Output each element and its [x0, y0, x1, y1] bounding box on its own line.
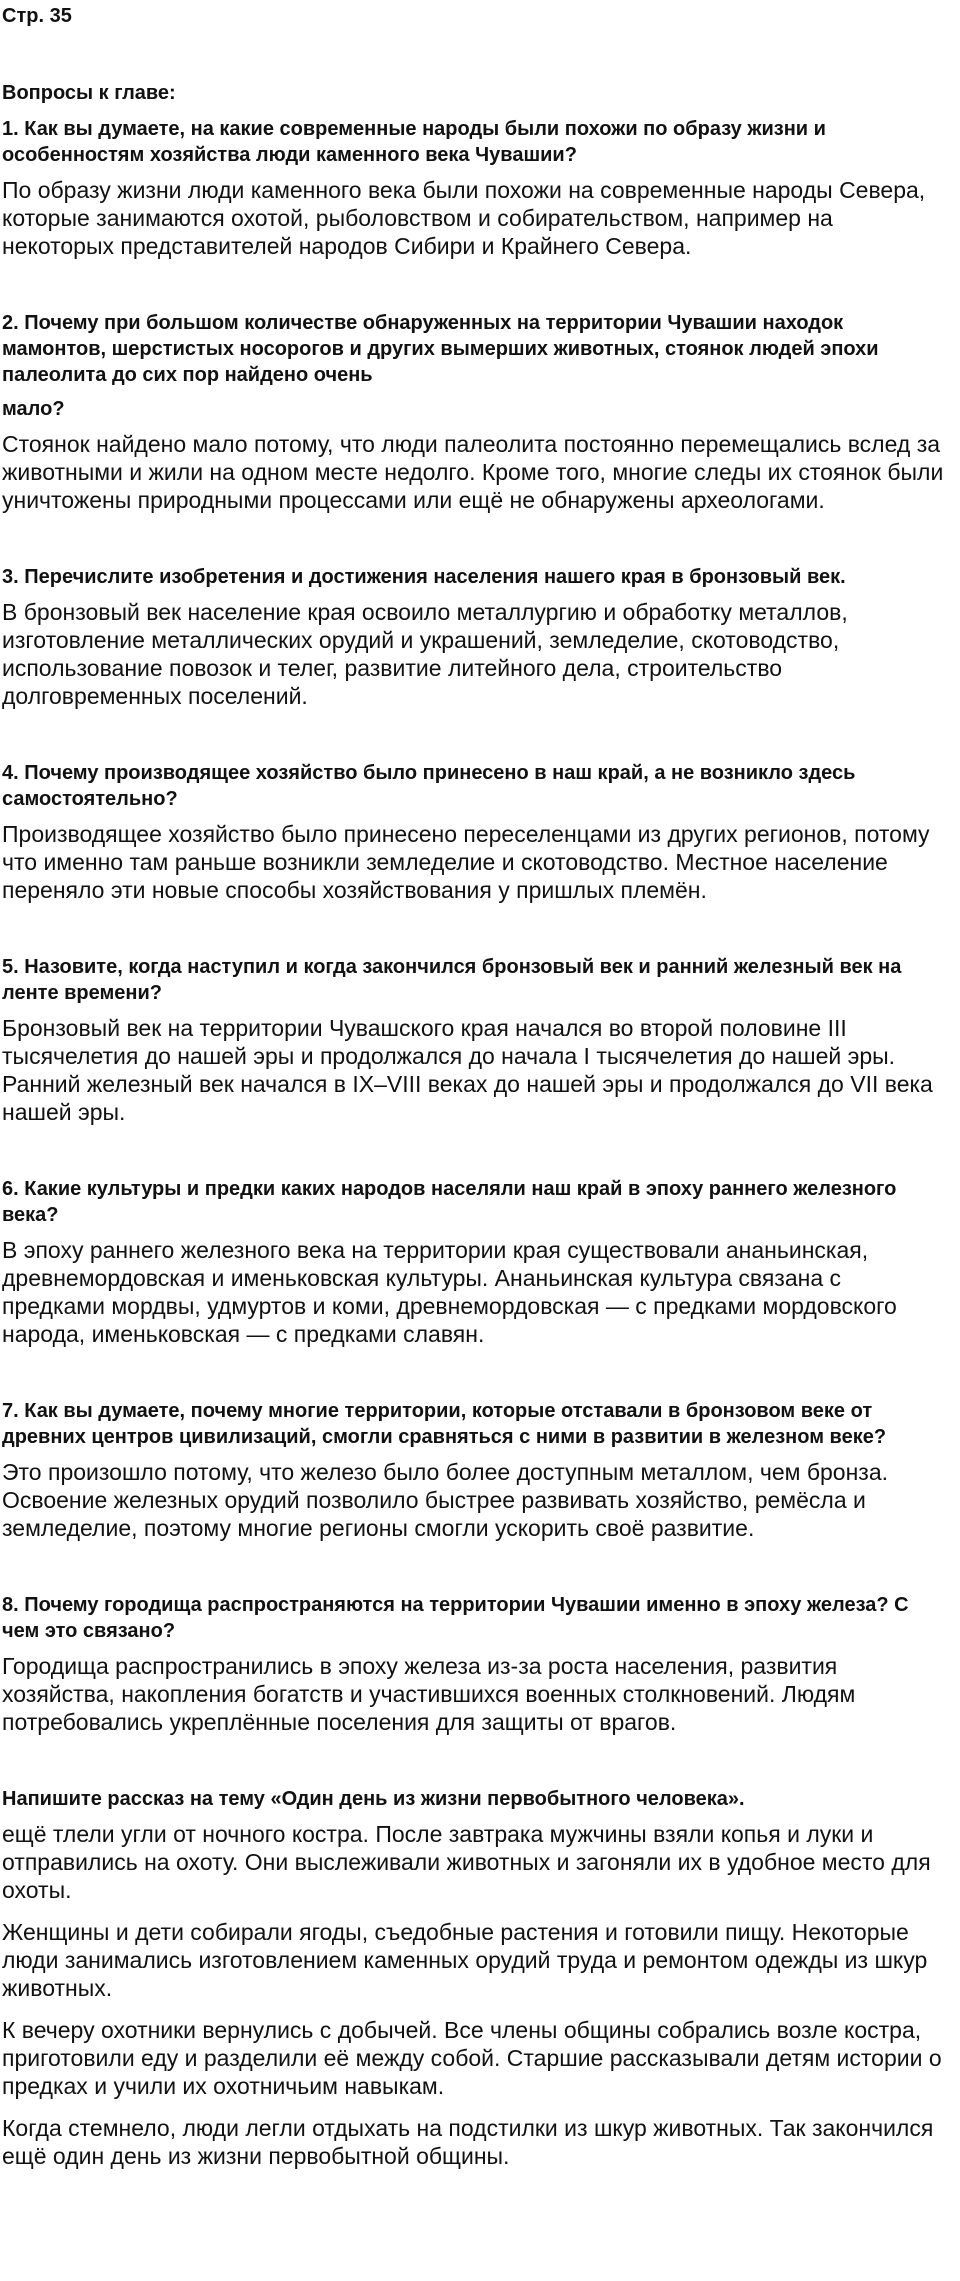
qa-block-5	[2, 954, 950, 1126]
section-title: Вопросы к главе:	[2, 82, 176, 104]
qa-block-3	[2, 564, 950, 710]
story-paragraph-2: Женщины и дети собирали ягоды, съедобные растения и готовили пищу. Некоторые люди занимались изготовлением каменных орудий труда и ремонтом одежды из шкур животных.	[2, 1919, 928, 2001]
document-page	[0, 4, 960, 2170]
qa-block-2	[2, 310, 950, 514]
answer-1: По образу жизни люди каменного века были похожи на современные народы Севера, которые занимаются охотой, рыболовством и собирательством, например на некоторых представителей народов Сибири и Крайнего Севера.	[2, 177, 926, 259]
question-2: 2. Почему при большом количестве обнаруженных на территории Чувашии находок мамонтов, шерстистых носорогов и других вымерших животных, стоянок людей эпохи палеолита до сих пор найдено очень	[2, 312, 879, 386]
question-4: 4. Почему производящее хозяйство было принесено в наш край, а не возникло здесь самостоятельно?	[2, 762, 856, 810]
answer-2: Стоянок найдено мало потому, что люди палеолита постоянно перемещались вслед за животными и жили на одном месте недолго. Кроме того, многие следы их стоянок были уничтожены природными процессами или ещё не обнаружены археологами.	[2, 431, 944, 513]
answer-4: Производящее хозяйство было принесено переселенцами из других регионов, потому что именно там раньше возникли земледелие и скотоводство. Местное население переняло эти новые способы хозяйствования у пришлых племён.	[2, 821, 930, 903]
story-paragraph-1: ещё тлели угли от ночного костра. После завтрака мужчины взяли копья и луки и отправились на охоту. Они выслеживали животных и загоняли их в удобное место для охоты.	[2, 1821, 931, 1903]
answer-8: Городища распространились в эпоху железа из-за роста населения, развития хозяйства, накопления богатств и участившихся военных столкновений. Людям потребовались укреплённые поселения для защиты от врагов.	[2, 1653, 856, 1735]
question-3: 3. Перечислите изобретения и достижения населения нашего края в бронзовый век.	[2, 566, 846, 588]
qa-block-8	[2, 1592, 950, 1736]
story-paragraph-4: Когда стемнело, люди легли отдыхать на подстилки из шкур животных. Так закончился ещё один день из жизни первобытной общины.	[2, 2115, 934, 2169]
page-number: Стр. 35	[2, 5, 72, 27]
answer-6: В эпоху раннего железного века на территории края существовали ананьинская, древнемордовская и именьковская культуры. Ананьинская культура связана с предками мордвы, удмуртов и коми, древнемордовская — с предками мордовского народа, именьковская — с предками славян.	[2, 1237, 897, 1347]
answer-7: Это произошло потому, что железо было более доступным металлом, чем бронза. Освоение железных орудий позволило быстрее развивать хозяйство, ремёсла и земледелие, поэтому многие регионы смогли ускорить своё развитие.	[2, 1459, 889, 1541]
qa-block-6	[2, 1176, 950, 1348]
question-1: 1. Как вы думаете, на какие современные народы были похожи по образу жизни и особенностям хозяйства люди каменного века Чувашии?	[2, 118, 826, 166]
qa-block-7	[2, 1398, 950, 1542]
question-8: 8. Почему городища распространяются на территории Чувашии именно в эпоху железа? С чем это связано?	[2, 1594, 909, 1642]
answer-3: В бронзовый век население края освоило металлургию и обработку металлов, изготовление металлических орудий и украшений, земледелие, скотоводство, использование повозок и телег, развитие литейного дела, строительство долговременных поселений.	[2, 599, 848, 709]
qa-block-4	[2, 760, 950, 904]
answer-5: Бронзовый век на территории Чувашского края начался во второй половине III тысячелетия до нашей эры и продолжался до начала I тысячелетия до нашей эры. Ранний железный век начался в IX–VIII веках до нашей эры и продолжался до VII века нашей эры.	[2, 1015, 933, 1125]
story-paragraph-3: К вечеру охотники вернулись с добычей. Все члены общины собрались возле костра, приготовили еду и разделили её между собой. Старшие рассказывали детям истории о предках и учили их охотничьим навыкам.	[2, 2017, 942, 2099]
qa-block-1	[2, 116, 950, 260]
story-section	[2, 1786, 950, 2170]
question-6: 6. Какие культуры и предки каких народов населяли наш край в эпоху раннего железного века?	[2, 1178, 897, 1226]
story-title: Напишите рассказ на тему «Один день из жизни первобытного человека».	[2, 1788, 745, 1810]
question-5: 5. Назовите, когда наступил и когда закончился бронзовый век и ранний железный век на ленте времени?	[2, 956, 902, 1004]
question-7: 7. Как вы думаете, почему многие территории, которые отставали в бронзовом веке от древних центров цивилизаций, смогли сравняться с ними в развитии в железном веке?	[2, 1400, 887, 1448]
question-2-continuation: мало?	[2, 398, 65, 420]
